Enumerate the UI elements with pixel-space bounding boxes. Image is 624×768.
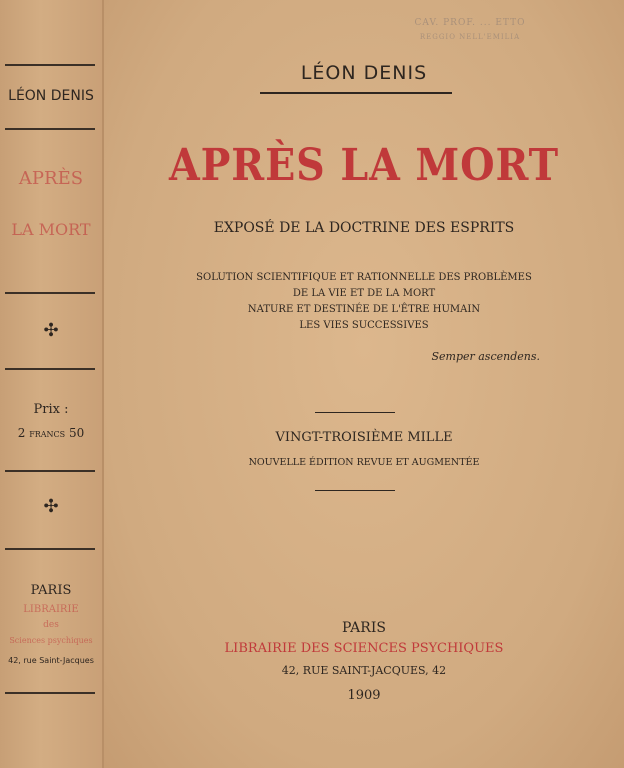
- spine-title: APRÈS: [18, 168, 84, 189]
- author: LÉON DENIS: [300, 62, 428, 84]
- spine-rule: [5, 470, 95, 472]
- spine-rule: [5, 692, 95, 694]
- description: SOLUTION SCIENTIFIQUE ET RATIONNELLE DES PROBLÈMES DE LA VIE ET DE LA MORT NATURE ET DESTINÉE DE L'ÊTRE HUMAIN LES VIES SUCCESSIVES: [196, 272, 532, 331]
- spine-title: LA MORT: [11, 220, 91, 239]
- spine-address: 42, rue Saint-Jacques: [8, 656, 94, 665]
- spine-publisher: Sciences psychiques: [9, 636, 93, 645]
- spine-publisher: des: [43, 620, 59, 630]
- ornament-icon: ✣: [43, 320, 59, 341]
- edition: VINGT-TROISIÈME MILLE: [275, 430, 453, 445]
- author-rule: [260, 92, 452, 94]
- price: 2 francs 50: [17, 426, 85, 440]
- spine-rule: [5, 64, 95, 66]
- rule: [315, 490, 395, 491]
- spine-rule: [5, 128, 95, 130]
- spine-rule: [5, 548, 95, 550]
- price-label: Prix :: [33, 402, 69, 417]
- spine-city: PARIS: [30, 583, 72, 598]
- spine-publisher: LIBRAIRIE: [23, 604, 79, 615]
- rule: [315, 412, 395, 413]
- book-spine: [0, 0, 104, 768]
- edition-note: NOUVELLE ÉDITION REVUE ET AUGMENTÉE: [248, 457, 480, 468]
- title: APRÈS LA MORT: [168, 140, 560, 191]
- motto: Semper ascendens.: [431, 350, 540, 363]
- city: PARIS: [342, 620, 386, 636]
- year: 1909: [347, 688, 381, 703]
- spine-rule: [5, 368, 95, 370]
- spine-rule: [5, 292, 95, 294]
- address: 42, RUE SAINT-JACQUES, 42: [281, 664, 447, 677]
- publisher: LIBRAIRIE DES SCIENCES PSYCHIQUES: [224, 641, 504, 656]
- ownership-stamp: CAV. PROF. ... ETTO REGGIO NELL'EMILIA: [414, 18, 526, 41]
- ornament-icon: ✣: [43, 496, 59, 517]
- subtitle: EXPOSÉ DE LA DOCTRINE DES ESPRITS: [213, 220, 515, 236]
- spine-author: LÉON DENIS: [8, 88, 94, 104]
